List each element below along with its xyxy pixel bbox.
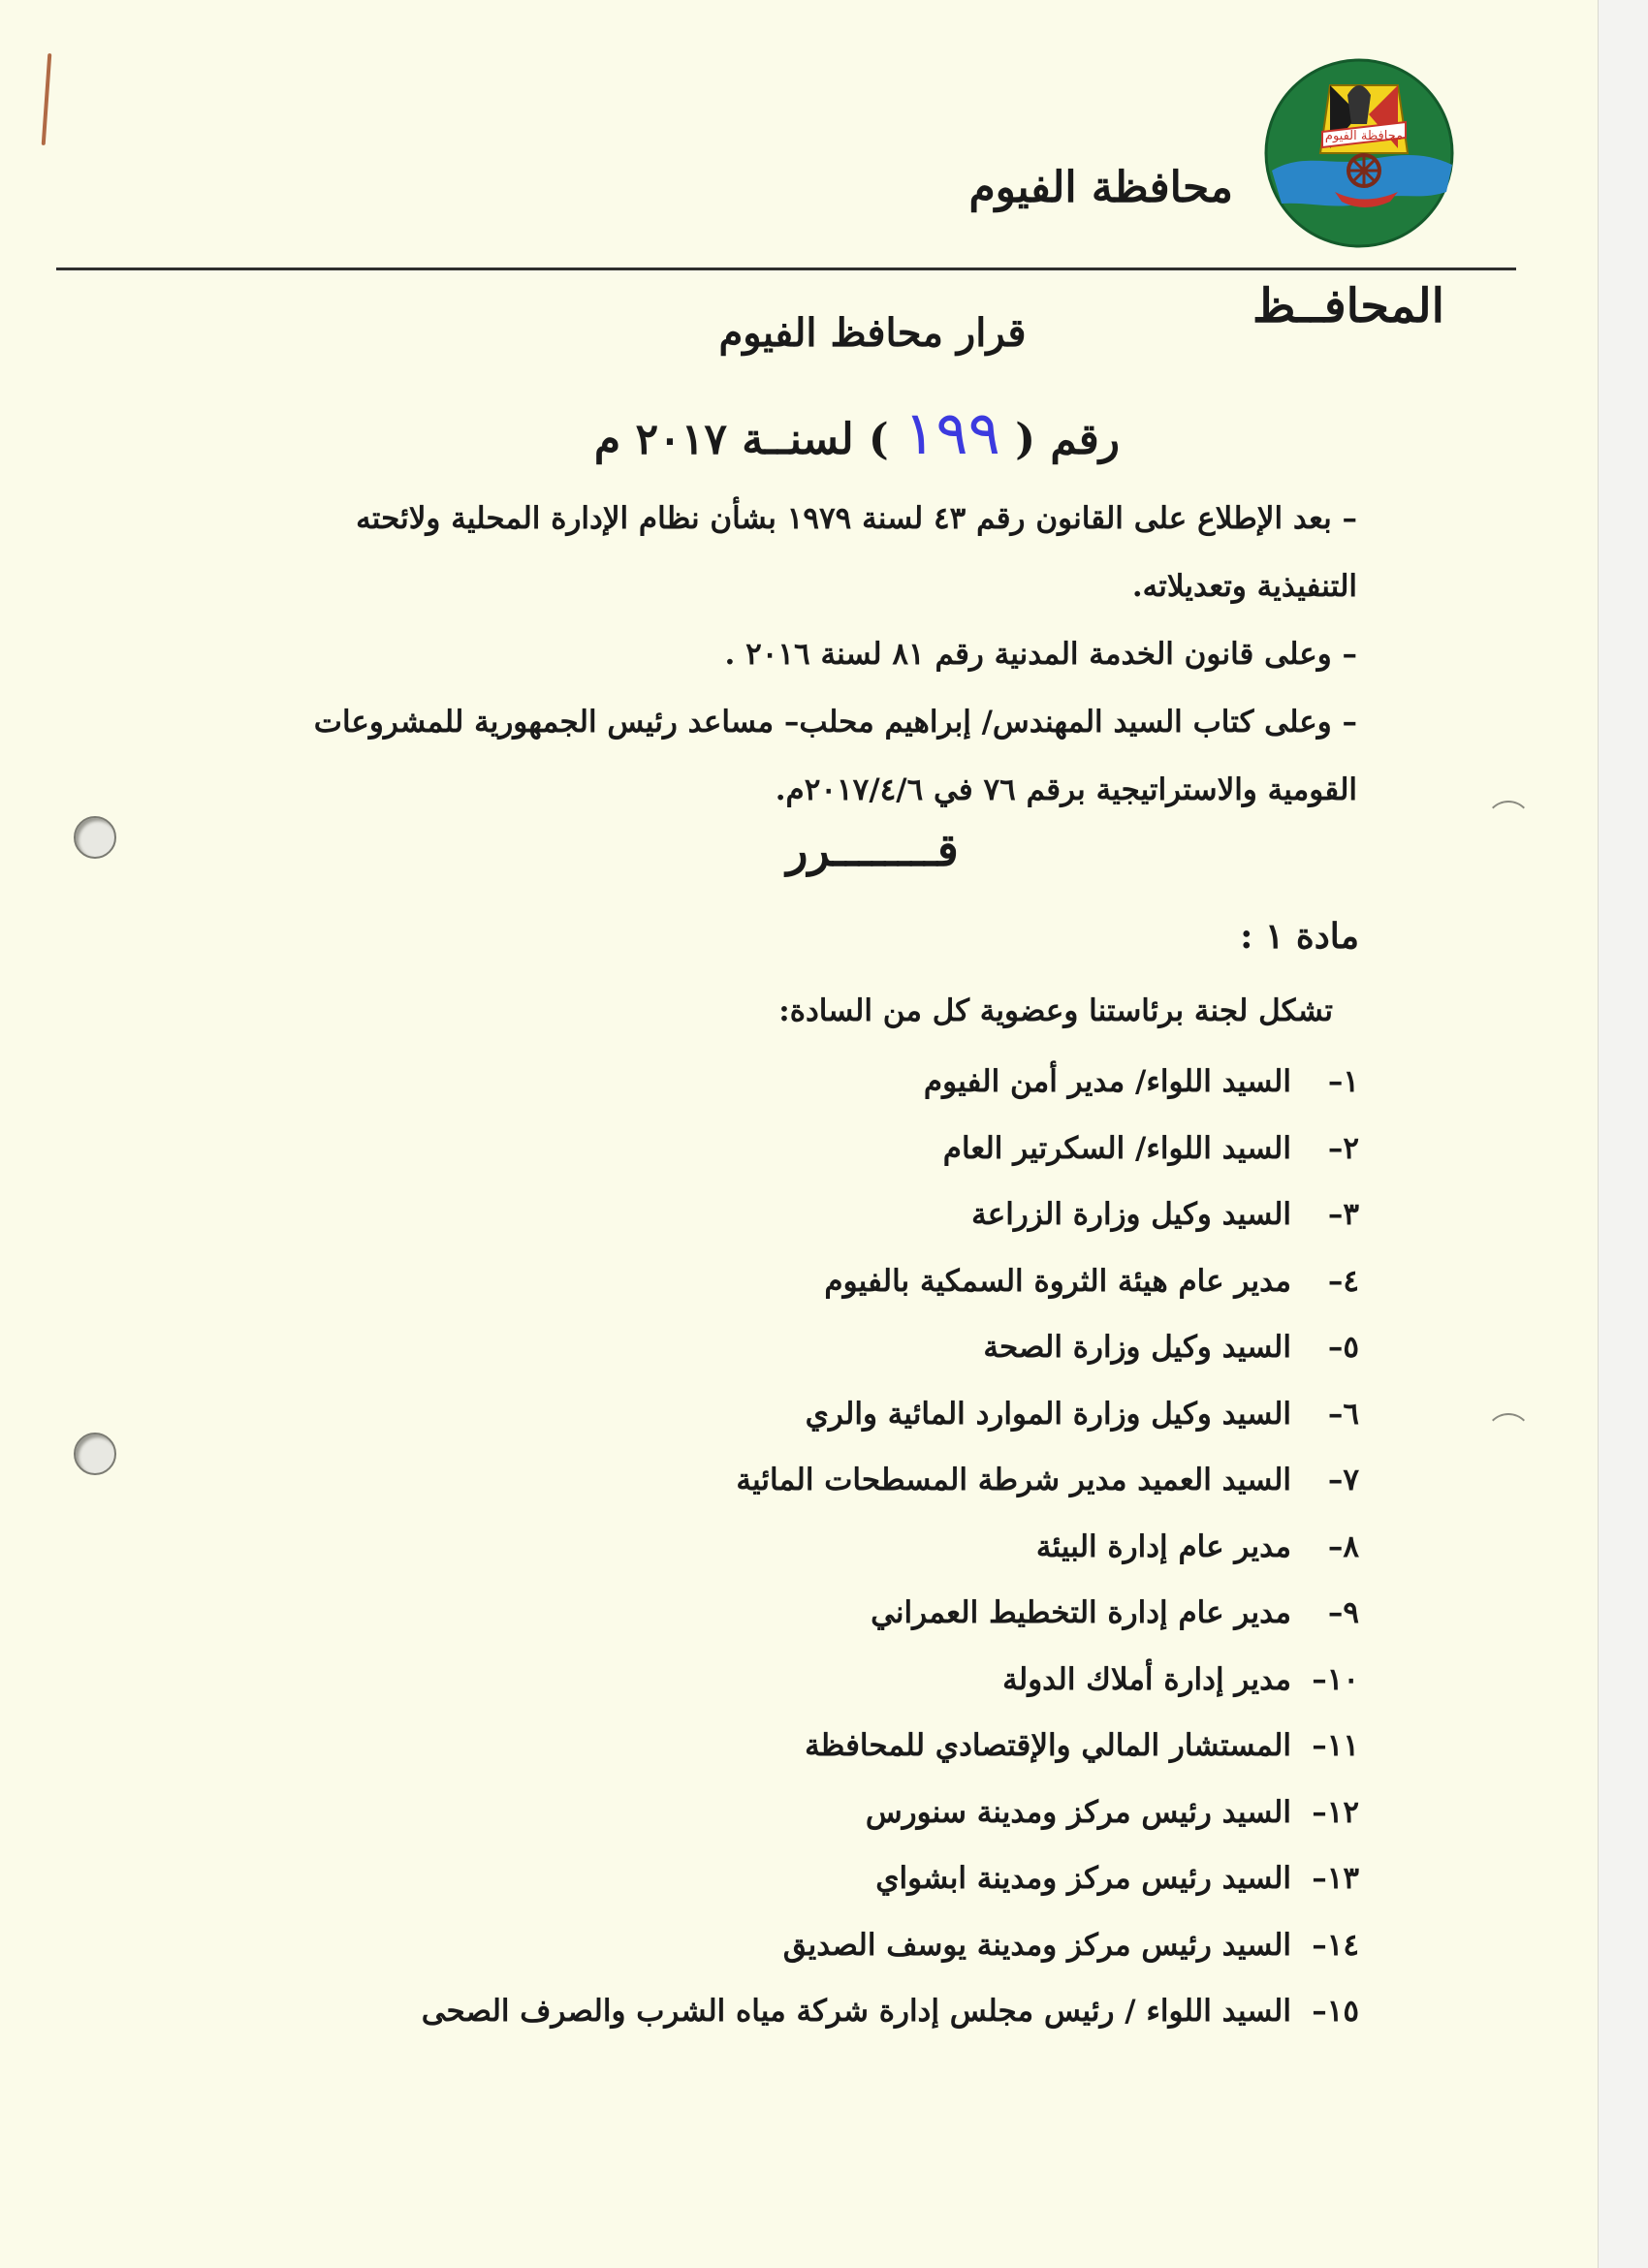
governor-title: المحافــظ [1252, 279, 1444, 333]
punch-hole [74, 1433, 116, 1475]
list-item [422, 1322, 1359, 1389]
list-item [422, 1853, 1359, 1920]
item-text: السيد رئيس مركز ومدينة يوسف الصديق [782, 1927, 1291, 1963]
item-number: ١– [1327, 1064, 1359, 1099]
list-item [422, 1256, 1359, 1323]
org-name: محافظة الفيوم [968, 163, 1233, 212]
list-item [422, 1986, 1359, 2053]
item-text: مدير عام هيئة الثروة السمكية بالفيوم [824, 1263, 1291, 1299]
item-text: السيد اللواء / رئيس مجلس إدارة شركة مياه الشرب والصرف الصحى [421, 1994, 1291, 2029]
item-text: السيد العميد مدير شرطة المسطحات المائية [736, 1463, 1291, 1497]
punch-mark [1485, 801, 1532, 847]
list-item [422, 1588, 1359, 1654]
item-text: مدير عام إدارة التخطيط العمراني [871, 1595, 1291, 1630]
governorate-logo [1262, 56, 1456, 250]
item-number: ١١– [1312, 1728, 1359, 1763]
item-text: السيد اللواء/ مدير أمن الفيوم [923, 1064, 1291, 1099]
item-text: مدير عام إدارة البيئة [1035, 1528, 1291, 1564]
recital-paragraph: – وعلى كتاب السيد المهندس/ إبراهيم محلب– مساعد رئيس الجمهورية للمشروعات القومية والاستراتيجية برقم ٧٦ في ٢٠١٧/٤/٦م. [313, 705, 1357, 807]
article-intro: تشكل لجنة برئاستنا وعضوية كل من السادة: [778, 993, 1333, 1028]
number-suffix: ) لسنــة ٢٠١٧ م [593, 415, 889, 464]
pen-mark [42, 53, 52, 145]
punch-hole [74, 816, 116, 859]
list-item [422, 1522, 1359, 1589]
item-number: ٣– [1327, 1197, 1359, 1232]
list-item [422, 1455, 1359, 1522]
list-item [422, 1720, 1359, 1787]
item-number: ٢– [1327, 1130, 1359, 1166]
list-item [422, 1654, 1359, 1721]
item-number: ٩– [1327, 1595, 1359, 1630]
list-item [422, 1123, 1359, 1190]
header-divider [56, 268, 1516, 270]
item-text: السيد رئيس مركز ومدينة سنورس [865, 1794, 1291, 1830]
list-item [422, 1389, 1359, 1456]
recitals [271, 485, 1357, 824]
item-number: ١٥– [1312, 1994, 1359, 2029]
item-number: ١٠– [1312, 1661, 1359, 1697]
decision-title: قرار محافظ الفيوم [718, 310, 1027, 356]
list-item [422, 1920, 1359, 1987]
recital-paragraph: – وعلى قانون الخدمة المدنية رقم ٨١ لسنة ٢٠١٦ . [724, 637, 1357, 672]
recital-paragraph: – بعد الإطلاع على القانون رقم ٤٣ لسنة ١٩٧٩ بشأن نظام الإدارة المحلية ولائحته التنفيذية وتعديلاته. [356, 501, 1357, 604]
item-number: ١٣– [1312, 1861, 1359, 1896]
item-text: مدير إدارة أملاك الدولة [1002, 1661, 1291, 1697]
item-text: السيد وكيل وزارة الزراعة [971, 1197, 1291, 1232]
item-text: المستشار المالي والإقتصادي للمحافظة [805, 1728, 1291, 1763]
item-number: ٨– [1327, 1528, 1359, 1564]
committee-members-list [422, 1056, 1359, 2053]
item-text: السيد وكيل وزارة الصحة [983, 1330, 1291, 1365]
handwritten-number: ١٩٩ [903, 397, 1000, 468]
item-number: ١٢– [1312, 1794, 1359, 1830]
article-label: مادة ١ : [1240, 916, 1359, 957]
number-prefix: رقم ( [1015, 415, 1120, 464]
item-number: ٥– [1327, 1330, 1359, 1365]
item-number: ٦– [1327, 1396, 1359, 1432]
list-item [422, 1189, 1359, 1256]
item-text: السيد وكيل وزارة الموارد المائية والري [805, 1396, 1291, 1432]
item-number: ٤– [1327, 1263, 1359, 1299]
list-item [422, 1056, 1359, 1123]
list-item [422, 1787, 1359, 1854]
item-text: السيد اللواء/ السكرتير العام [942, 1130, 1291, 1166]
item-text: السيد رئيس مركز ومدينة ابشواي [875, 1861, 1291, 1896]
punch-mark [1485, 1413, 1532, 1460]
item-number: ٧– [1327, 1463, 1359, 1497]
item-number: ١٤– [1312, 1927, 1359, 1963]
logo-text: محافظة الفيوم [1324, 129, 1404, 143]
decision-number-line [594, 397, 1120, 468]
decide-heading: قــــــــرر [786, 824, 959, 876]
